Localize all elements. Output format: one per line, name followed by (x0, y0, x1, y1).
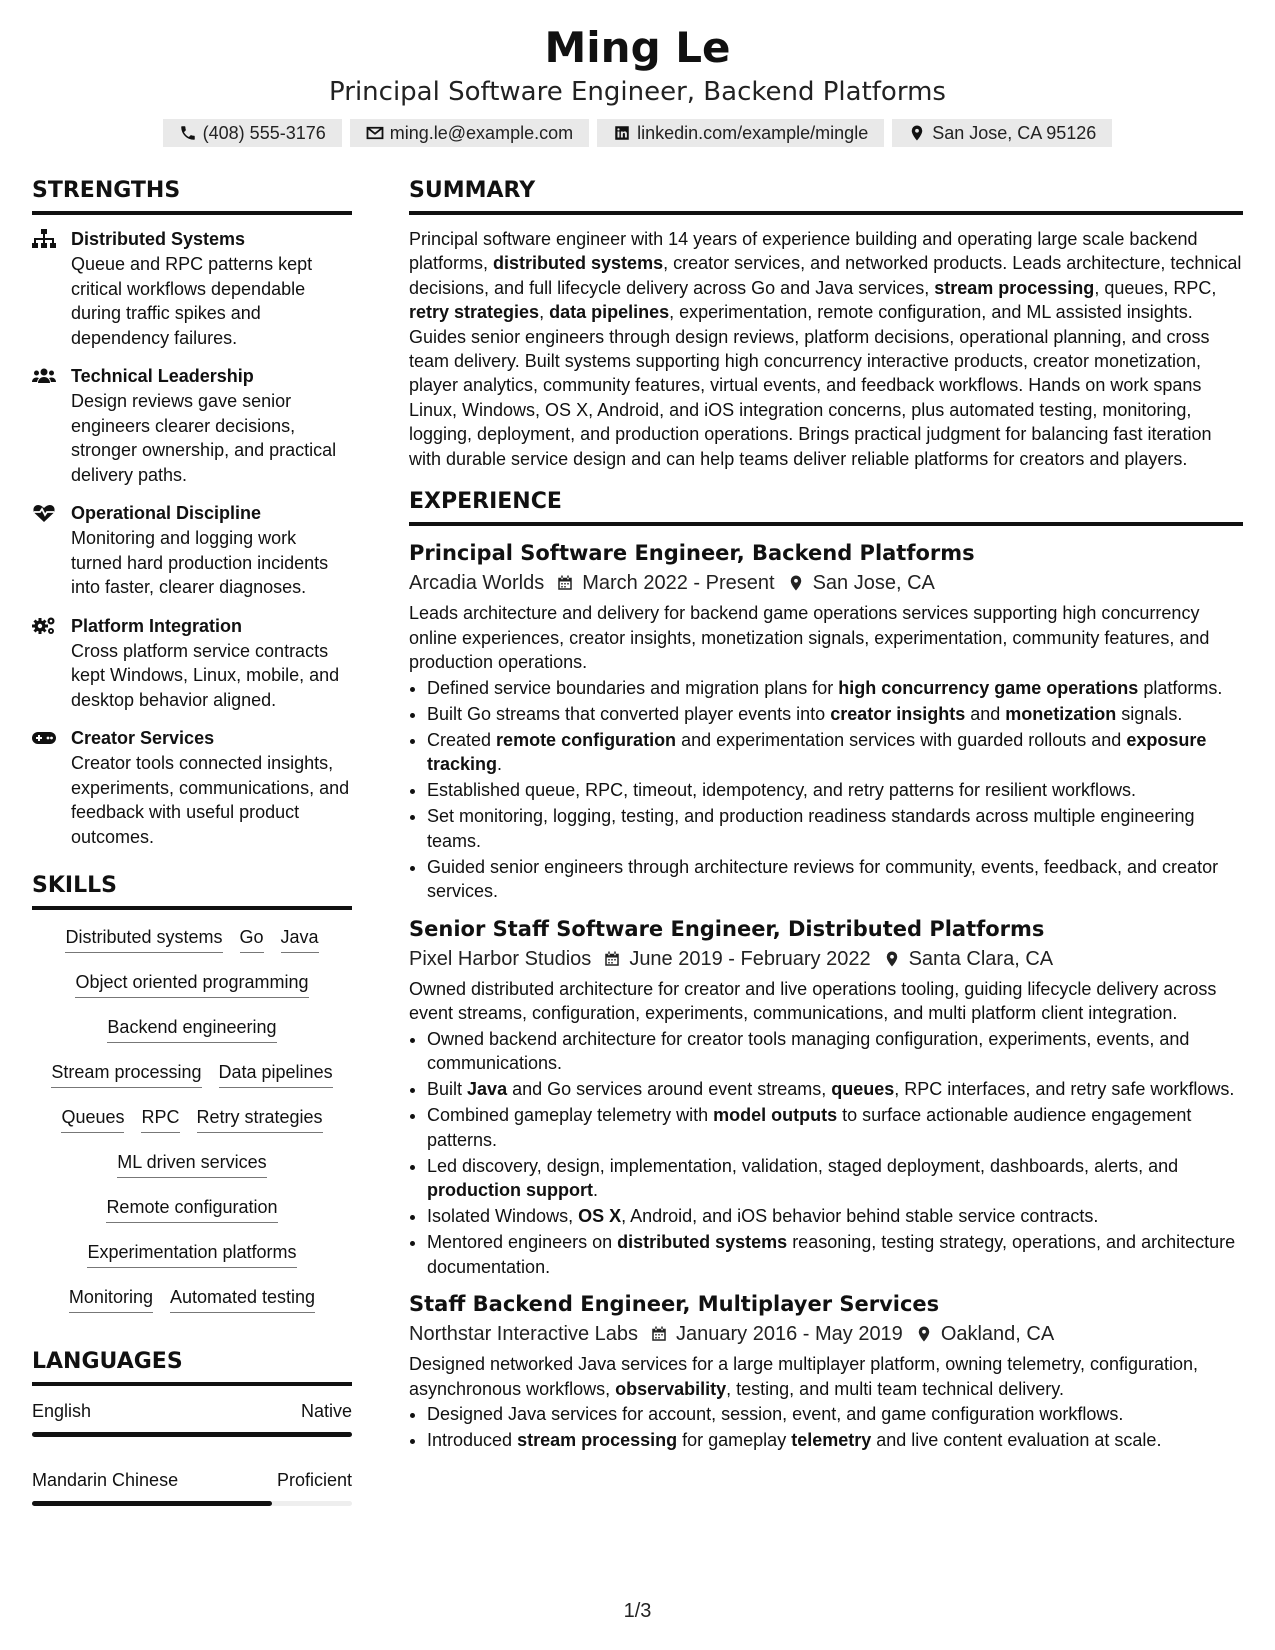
job-entry (409, 914, 1243, 1280)
location-icon (915, 1325, 933, 1343)
strengths-heading: STRENGTHS (32, 176, 352, 215)
skill-tag: Automated testing (170, 1284, 315, 1313)
strength-item (32, 364, 352, 487)
job-title: Senior Staff Software Engineer, Distributed Platforms (409, 916, 1045, 941)
page-number: 1/3 (623, 1600, 652, 1622)
linkedin-icon (613, 124, 631, 142)
skill-tag: Backend engineering (107, 1014, 276, 1043)
skills-list (32, 922, 352, 1329)
language-level-fill (32, 1501, 272, 1506)
job-company: Arcadia Worlds (409, 572, 545, 595)
languages-list (32, 1398, 352, 1506)
job-bullets (409, 1402, 1243, 1453)
experience-heading: EXPERIENCE (409, 487, 1243, 526)
contact-email[interactable] (350, 119, 589, 147)
location-icon (883, 950, 901, 968)
skill-tag: Remote configuration (106, 1194, 277, 1223)
skill-row (32, 1059, 352, 1104)
phone-icon (179, 124, 197, 142)
job-company: Northstar Interactive Labs (409, 1323, 638, 1346)
language-level-fill (32, 1432, 352, 1437)
job-dates: June 2019 - February 2022 (629, 947, 871, 970)
job-bullet: • Created remote configuration and experimentation services with guarded rollouts and exposure tracking. (427, 728, 1243, 777)
skill-tag: Monitoring (69, 1284, 153, 1313)
strength-title: Operational Discipline (71, 503, 262, 523)
skill-row (32, 1014, 352, 1059)
candidate-title: Principal Software Engineer, Backend Platforms (329, 77, 946, 107)
location-icon (908, 124, 926, 142)
job-meta (409, 568, 1243, 598)
contact-bar (0, 119, 1275, 147)
job-meta (409, 944, 1243, 974)
skill-tag: ML driven services (117, 1149, 266, 1178)
job-description: Leads architecture and delivery for backend game operations services supporting high concurrency online experiences, creator insights, monetization signals, experimentation, community features, and production operations. (409, 603, 1210, 673)
summary-heading: SUMMARY (409, 176, 1243, 215)
strength-desc: Monitoring and logging work turned hard production incidents into faster, clearer diagnoses. (71, 528, 329, 597)
skill-tag: Stream processing (51, 1059, 201, 1088)
job-bullet: • Built Go streams that converted player events into creator insights and monetization signals. (427, 702, 1243, 727)
job-bullet: • Set monitoring, logging, testing, and production readiness standards across multiple engineering teams. (427, 804, 1243, 853)
mail-icon (366, 124, 384, 142)
job-bullet: • Mentored engineers on distributed systems reasoning, testing strategy, operations, and architecture documentation. (427, 1230, 1243, 1279)
job-bullet: • Defined service boundaries and migration plans for high concurrency game operations platforms. (427, 676, 1243, 701)
skill-tag: Object oriented programming (75, 969, 308, 998)
skill-row (32, 1239, 352, 1284)
job-description: Designed networked Java services for a large multiplayer platform, owning telemetry, configuration, asynchronous workflows, observability, testing, and multi team technical delivery. (409, 1354, 1199, 1399)
strength-item (32, 501, 352, 600)
job-entry (409, 1289, 1243, 1453)
skill-row (32, 969, 352, 1014)
contact-linkedin-text: linkedin.com/example/mingle (637, 122, 869, 143)
job-bullet: • Built Java and Go services around event streams, queues, RPC interfaces, and retry safe workflows. (427, 1077, 1243, 1102)
job-description: Owned distributed architecture for creator and live operations tooling, guiding lifecycle delivery across event streams, configuration, experiments, communications, and multi platform client integration. (409, 978, 1217, 1024)
skill-tag: Experimentation platforms (87, 1239, 296, 1268)
strength-desc: Design reviews gave senior engineers clearer decisions, stronger ownership, and practical delivery paths. (71, 391, 337, 485)
location-icon (787, 574, 805, 592)
skill-tag: Retry strategies (197, 1104, 323, 1133)
gamepad-icon (32, 728, 56, 748)
resume-header (0, 22, 1275, 147)
strength-desc: Cross platform service contracts kept Windows, Linux, mobile, and desktop behavior aligned. (71, 640, 340, 710)
language-level-bar (32, 1432, 352, 1437)
job-bullet: • Introduced stream processing for gameplay telemetry and live content evaluation at scale. (427, 1428, 1243, 1453)
job-bullets (409, 1027, 1243, 1280)
skill-row (32, 1194, 352, 1239)
skill-tag: Distributed systems (65, 924, 222, 953)
job-meta (409, 1319, 1243, 1349)
job-bullet: • Guided senior engineers through architecture reviews for community, events, feedback, and creator services. (427, 855, 1243, 904)
contact-location (892, 119, 1112, 147)
language-level: Proficient (276, 1470, 352, 1490)
skills-heading: SKILLS (32, 871, 352, 910)
candidate-name: Ming Le (544, 23, 731, 72)
job-dates: January 2016 - May 2019 (676, 1323, 903, 1346)
skill-tag: Java (281, 924, 319, 953)
strength-title: Creator Services (71, 728, 215, 748)
job-location: San Jose, CA (812, 572, 935, 595)
heartbeat-icon (32, 503, 56, 523)
right-column (409, 176, 1243, 1463)
strength-title: Platform Integration (71, 615, 243, 636)
job-entry (409, 538, 1243, 904)
language-name: English (32, 1401, 92, 1421)
skill-row (32, 1104, 352, 1149)
strength-item (32, 614, 352, 713)
skill-row (32, 1284, 352, 1329)
job-bullet: • Established queue, RPC, timeout, idempotency, and retry patterns for resilient workflows. (427, 778, 1243, 803)
contact-phone[interactable] (163, 119, 342, 147)
contact-email-text: ming.le@example.com (389, 122, 574, 143)
calendar-icon (650, 1325, 668, 1343)
skill-tag: Data pipelines (219, 1059, 333, 1088)
network-icon (32, 229, 56, 249)
skill-tag: RPC (141, 1104, 179, 1133)
job-title: Principal Software Engineer, Backend Platforms (409, 541, 975, 566)
strength-desc: Creator tools connected insights, experiments, communications, and feedback with useful product outcomes. (71, 753, 350, 847)
job-bullet: • Isolated Windows, OS X, Android, and iOS behavior behind stable service contracts. (427, 1204, 1243, 1229)
calendar-icon (556, 574, 574, 592)
job-bullet: • Combined gameplay telemetry with model outputs to surface actionable audience engagement patterns. (427, 1103, 1243, 1152)
job-location: Oakland, CA (940, 1323, 1055, 1346)
strength-item (32, 726, 352, 849)
language-item (32, 1398, 352, 1437)
skill-row (32, 924, 352, 969)
skill-tag: Queues (61, 1104, 124, 1133)
language-level-bar (32, 1501, 352, 1506)
strength-title: Distributed Systems (71, 229, 246, 249)
contact-location-text: San Jose, CA 95126 (932, 122, 1097, 143)
experience-list (409, 538, 1243, 1453)
language-level: Native (300, 1401, 352, 1421)
strengths-list (32, 227, 352, 849)
contact-phone-text: (408) 555-3176 (202, 122, 326, 143)
job-company: Pixel Harbor Studios (409, 947, 592, 970)
job-title: Staff Backend Engineer, Multiplayer Services (409, 1292, 940, 1317)
skill-row (32, 1149, 352, 1194)
language-item (32, 1467, 352, 1506)
strength-desc: Queue and RPC patterns kept critical workflows dependable during traffic spikes and dependency failures. (71, 254, 313, 348)
skill-tag: Go (240, 924, 264, 953)
job-location: Santa Clara, CA (908, 947, 1054, 970)
job-bullets (409, 676, 1243, 904)
job-bullet: • Led discovery, design, implementation, validation, staged deployment, dashboards, alerts, and production support. (427, 1154, 1243, 1203)
team-icon (32, 366, 56, 386)
strength-title: Technical Leadership (71, 366, 254, 386)
calendar-icon (603, 950, 621, 968)
left-column (32, 176, 352, 1536)
contact-linkedin[interactable] (597, 119, 884, 147)
language-name: Mandarin Chinese (32, 1470, 179, 1490)
gears-icon (32, 616, 56, 636)
job-bullet: • Owned backend architecture for creator tools managing configuration, experiments, events, and communications. (427, 1027, 1243, 1076)
job-dates: March 2022 - Present (582, 572, 775, 595)
strength-item (32, 227, 352, 350)
job-bullet: • Designed Java services for account, session, event, and game configuration workflows. (427, 1402, 1243, 1427)
summary-text: Principal software engineer with 14 years of experience building and operating large scale backend platforms, distributed systems, creator services, and networked products. Leads architecture, technical decisions, and full lifecycle delivery across Go and Java services, stream processing, queues, RPC, retry strategies, data pipelines, experimentation, remote configuration, and ML assisted insights. Guides senior engineers through design reviews, platform decisions, operational planning, and cross team delivery. Built systems supporting high concurrency interactive products, creator monetization, player analytics, community features, virtual events, and feedback workflows. Hands on work spans Linux, Windows, OS X, Android, and iOS integration concerns, plus automated testing, monitoring, logging, deployment, and production operations. Brings practical judgment for balancing fast iteration with durable service design and can help teams deliver reliable platforms for creators and players. (409, 229, 1242, 469)
languages-heading: LANGUAGES (32, 1347, 352, 1386)
